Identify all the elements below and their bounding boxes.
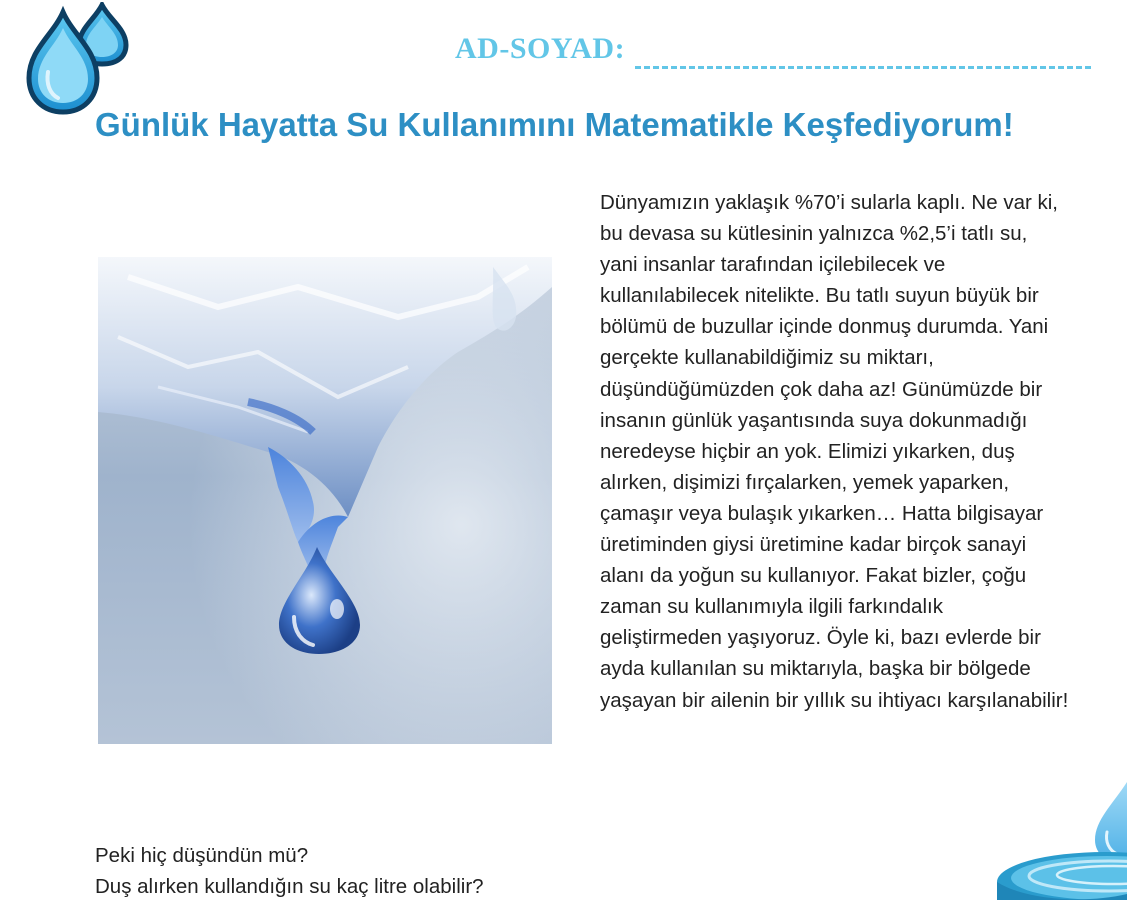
water-drops-icon: [22, 2, 132, 120]
name-field[interactable]: [455, 30, 1095, 74]
question-line-2: Duş alırken kullandığın su kaç litre olabilir?: [95, 875, 484, 898]
name-label: AD-SOYAD:: [455, 32, 626, 65]
article-paragraph: Dünyamızın yaklaşık %70’i sularla kaplı. Ne var ki, bu devasa su kütlesinin yalnızca %2,5’i tatlı su, yani insanlar tarafından içilebilecek ve kullanılabilecek nitelikte. Bu tatlı suyun büyük bir bölümü de buzullar içinde donmuş durumda. Yani gerçekte kullanabildiğimiz su miktarı, düşündüğümüzden çok daha az! Günümüzde bir insanın günlük yaşantısında suya dokunmadığı neredeyse hiçbir an yok. Elimizi yıkarken, duş alırken, dişimizi fırçalarken, yemek yaparken, çamaşır veya bulaşık yıkarken… Hatta bilgisayar üretiminden giysi üretimine kadar birçok sanayi alanı da yoğun su kullanıyor. Fakat bizler, çoğu zaman su kullanımıyla ilgili farkındalık geliştirmeden yaşıyoruz. Öyle ki, bazı evlerde bir ayda kullanılan su miktarıyla, başka bir bölgede yaşayan bir ailenin bir yıllık su ihtiyacı karşılanabilir!: [600, 191, 1069, 712]
question-block: [95, 840, 484, 902]
name-blank-line[interactable]: [635, 66, 1091, 69]
water-splash-icon: [995, 782, 1127, 900]
question-line-1: Peki hiç düşündün mü?: [95, 844, 309, 867]
ice-water-drop-photo: [98, 257, 552, 744]
page-title: Günlük Hayatta Su Kullanımını Matematikle Keşfediyorum!: [95, 106, 1014, 143]
